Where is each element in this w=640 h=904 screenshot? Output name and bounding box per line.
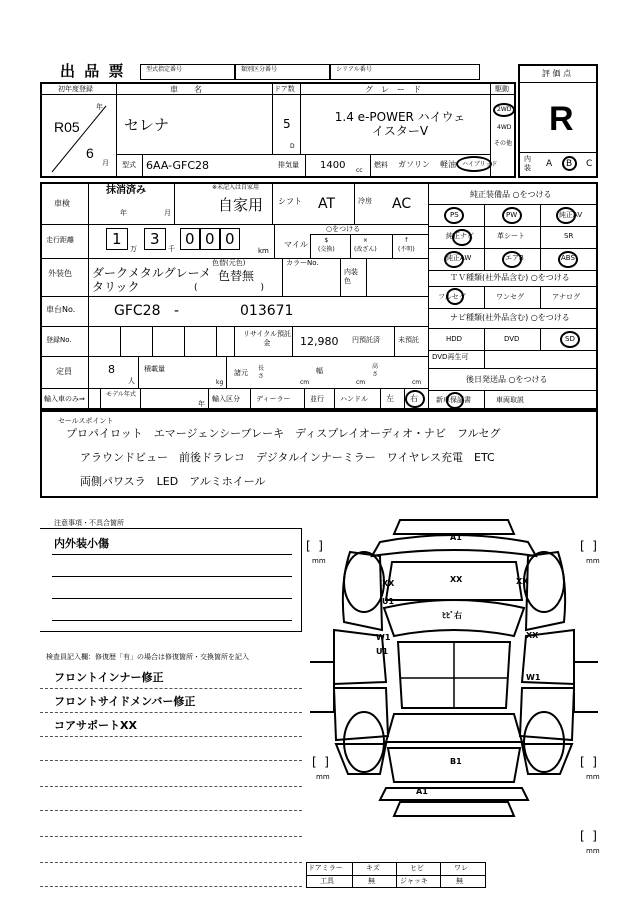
interior-a: A bbox=[546, 159, 553, 169]
interior-b-circle bbox=[562, 156, 577, 171]
ac-value: AC bbox=[392, 196, 412, 212]
later-title: 後日発送品 ○をつける bbox=[466, 375, 548, 384]
equip-airbag-circle bbox=[502, 251, 522, 268]
shaken-value: 抹消済み bbox=[106, 185, 146, 196]
swap-label: $ (交換) bbox=[318, 237, 335, 253]
equip-abs-circle bbox=[558, 251, 578, 268]
year-char: 年 bbox=[96, 103, 103, 111]
equip-ps-circle bbox=[444, 207, 464, 224]
height-label: 高さ bbox=[372, 363, 379, 378]
interior-label: 内装 bbox=[524, 155, 531, 172]
grade-value: 1.4 e-POWER ハイウェイスターV bbox=[334, 110, 466, 138]
mileage-label: 走行距離 bbox=[46, 236, 74, 244]
capacity-label: 定員 bbox=[56, 367, 72, 376]
diagram-mark: A1 bbox=[416, 787, 428, 796]
page-title: 出 品 票 bbox=[60, 62, 126, 80]
width-label: 幅 bbox=[316, 367, 323, 375]
fuel-diesel: 軽油 bbox=[440, 160, 456, 169]
doors-value: 5 bbox=[283, 117, 291, 131]
mm-bracket: [ ] bbox=[580, 829, 597, 843]
month-char: 月 bbox=[102, 159, 109, 167]
car-name: セレナ bbox=[124, 116, 170, 134]
unknown-label: f (不明) bbox=[398, 237, 415, 253]
shift-label: シフト bbox=[278, 197, 302, 206]
color-value: ダークメタルグレーメタリック bbox=[92, 266, 212, 294]
mm-label: mm bbox=[586, 847, 600, 855]
mile-label: マイル bbox=[284, 240, 308, 249]
mileage-digit: 0 bbox=[185, 230, 195, 248]
inspector-label: 検査員記入欄：修復歴「有」の場合は修復箇所・交換箇所を記入 bbox=[46, 653, 249, 661]
legend-cell: 工具 bbox=[320, 877, 334, 885]
color-orig-value: 色替無 bbox=[218, 269, 255, 283]
interior-c: C bbox=[586, 159, 593, 169]
score-value: R bbox=[549, 100, 574, 138]
serial-label: シリアル番号 bbox=[336, 66, 372, 73]
equip-leather: 革シート bbox=[497, 232, 525, 240]
equip-pw: PW bbox=[506, 211, 518, 219]
navi-sd-circle bbox=[560, 331, 580, 348]
handle-right-circle bbox=[405, 390, 425, 408]
legend-cell: キズ bbox=[366, 864, 380, 872]
drive-other: その他 bbox=[494, 140, 513, 147]
diagram-mark: XX bbox=[516, 577, 529, 586]
first-reg-year: R05 bbox=[54, 119, 80, 135]
shift-value: AT bbox=[318, 196, 336, 212]
recycle-unpaid: 未預託 bbox=[398, 336, 419, 344]
shaken-year-char: 年 bbox=[120, 209, 127, 217]
model-year-label: モデル年式 bbox=[106, 391, 136, 398]
chassis-label: 車台No. bbox=[46, 305, 76, 314]
cm-unit: cm bbox=[300, 379, 310, 386]
recycle-label: リサイクル預託金 bbox=[242, 330, 292, 347]
color-orig-paren: ( ) bbox=[194, 283, 265, 293]
chassis-number: 013671 bbox=[240, 303, 294, 319]
fuel-gasoline: ガソリン bbox=[398, 160, 430, 169]
equip-abs: ABS bbox=[561, 254, 575, 262]
navi-sd: SD bbox=[565, 335, 575, 343]
equip-sr: SR bbox=[564, 232, 574, 240]
dvd-play-label: DVD再生可 bbox=[432, 353, 469, 361]
cm-unit: cm bbox=[356, 379, 366, 386]
diagram-mark: A1 bbox=[450, 533, 462, 542]
model-year-nen: 年 bbox=[198, 400, 205, 408]
equip-title: 純正装備品 ○をつける bbox=[470, 190, 552, 199]
type-cert-label: 型式指定番号 bbox=[146, 66, 183, 73]
tamper-label: × (改ざん) bbox=[354, 237, 377, 253]
displacement-value: 1400 bbox=[320, 160, 346, 171]
kg-unit: kg bbox=[216, 379, 224, 386]
diagram-mark: W1 bbox=[376, 633, 391, 642]
tv-oneseg: ワンセグ bbox=[496, 293, 524, 301]
chassis-model: GFC28 bbox=[114, 303, 161, 319]
navi-dvd: DVD bbox=[504, 335, 520, 343]
diagram-mark: XX bbox=[450, 575, 463, 584]
legend-cell: ヒビ bbox=[410, 864, 424, 872]
drive-2wd: 2WD bbox=[497, 106, 512, 113]
inspector-item: コアサポートXX bbox=[54, 719, 137, 732]
model-value: 6AA-GFC28 bbox=[146, 159, 210, 172]
color-orig-label: 色替(元色) bbox=[212, 259, 246, 267]
recycle-paid: 円預託済 bbox=[352, 336, 380, 344]
import-label: 輸入車のみ⇒ bbox=[44, 395, 85, 403]
first-reg-month: 6 bbox=[86, 145, 94, 161]
inspector-item: フロントサイドメンバー修正 bbox=[54, 695, 196, 708]
tv-analog: アナログ bbox=[552, 293, 580, 301]
later-warranty-circle bbox=[446, 392, 464, 409]
drive-4wd: 4WD bbox=[497, 124, 512, 131]
legend-cell: ワレ bbox=[454, 864, 468, 872]
chassis-dash: - bbox=[174, 303, 180, 319]
fuel-hybrid-circle bbox=[456, 156, 492, 172]
mm-bracket: [ ] bbox=[306, 539, 323, 553]
first-reg-label: 初年度登録 bbox=[58, 85, 93, 93]
sales-line-2: アラウンドビュー 前後ドラレコ デジタルインナーミラー ワイヤレス充電 ETC bbox=[80, 451, 495, 464]
navi-title: ナビ種類(社外品含む) ○をつける bbox=[450, 313, 570, 322]
mm-bracket: [ ] bbox=[312, 755, 329, 769]
model-label: 型式 bbox=[122, 161, 136, 169]
usage-note: ※未記入は自家用 bbox=[212, 184, 260, 191]
man-char: 万 bbox=[130, 245, 137, 253]
equip-av: 純正AV bbox=[559, 211, 583, 219]
handle-left: 左 bbox=[386, 394, 394, 403]
navi-hdd: HDD bbox=[446, 335, 463, 343]
score-label: 評 価 点 bbox=[542, 69, 572, 78]
shaken-month-char: 月 bbox=[164, 209, 171, 217]
mm-bracket: [ ] bbox=[580, 755, 597, 769]
drive-label: 駆動 bbox=[495, 85, 509, 93]
category-label: 類別区分番号 bbox=[241, 66, 278, 73]
km-unit: km bbox=[258, 247, 269, 255]
interior-b: B bbox=[566, 159, 573, 169]
tv-fullseg: フルセグ bbox=[438, 293, 466, 301]
tv-title: ＴＶ種類(社外品含む) ○をつける bbox=[450, 273, 570, 282]
cc-unit: cc bbox=[356, 167, 363, 174]
equip-ps: PS bbox=[450, 211, 459, 219]
diagram-mark: XX bbox=[382, 579, 395, 588]
shaken-label: 車検 bbox=[54, 199, 70, 208]
sales-points-label: セールスポイント bbox=[58, 417, 114, 425]
mileage-digit: 1 bbox=[112, 230, 122, 248]
diagram-mark: U1 bbox=[376, 647, 389, 656]
equip-airbag: エアB bbox=[505, 254, 524, 262]
doors-d: D bbox=[290, 143, 295, 150]
diagram-mark: U1 bbox=[382, 597, 395, 606]
car-damage-diagram bbox=[300, 512, 600, 852]
legend-cell: 無 bbox=[368, 877, 375, 885]
displacement-label: 排気量 bbox=[278, 161, 299, 169]
doors-label: ドア数 bbox=[274, 85, 295, 93]
equip-aw: 純正AW bbox=[446, 254, 472, 262]
notes-line-1: 内外装小傷 bbox=[54, 537, 109, 550]
sen-char: 千 bbox=[168, 245, 175, 253]
mm-label: mm bbox=[586, 773, 600, 781]
int-color-label: 内装色 bbox=[344, 268, 358, 285]
meter-circle-note: ○をつける bbox=[326, 225, 361, 233]
handle-label: ハンドル bbox=[340, 395, 368, 403]
mm-label: mm bbox=[312, 557, 326, 565]
car-name-label: 車 名 bbox=[170, 85, 202, 94]
equip-navi-circle bbox=[452, 229, 472, 246]
handle-right: 右 bbox=[410, 394, 418, 403]
mm-label: mm bbox=[586, 557, 600, 565]
legend-cell: 無 bbox=[456, 877, 463, 885]
sales-line-1: プロパイロット エマージェンシーブレーキ ディスプレイオーディオ・ナビ フルセグ bbox=[66, 427, 501, 440]
later-warranty: 新車保証書 bbox=[436, 396, 471, 404]
equip-pw-circle bbox=[502, 207, 522, 224]
equip-av-circle bbox=[556, 207, 576, 224]
ac-label: 冷房 bbox=[358, 197, 372, 205]
diagram-mark: B1 bbox=[450, 757, 462, 766]
sales-line-3: 両側パワスラ LED アルミホイール bbox=[80, 475, 266, 488]
dims-label: 諸元 bbox=[234, 369, 248, 377]
notes-label: 注意事項・不具合箇所 bbox=[54, 519, 124, 527]
usage-value: 自家用 bbox=[218, 196, 264, 214]
diagram-mark: ﾋﾋﾞ右 bbox=[442, 611, 462, 620]
persons-unit: 人 bbox=[128, 377, 135, 385]
legend-cell: ドアミラー bbox=[308, 864, 343, 872]
equip-aw-circle bbox=[444, 251, 464, 268]
mileage-digit: 0 bbox=[225, 230, 235, 248]
color-label: 外装色 bbox=[48, 269, 72, 278]
color-no-label: カラーNo. bbox=[286, 259, 319, 267]
cm-unit: cm bbox=[412, 379, 422, 386]
mileage-digit: 0 bbox=[205, 230, 215, 248]
inspector-item: フロントインナー修正 bbox=[54, 671, 164, 684]
parallel-option: 並行 bbox=[310, 395, 324, 403]
later-manual: 車両取説 bbox=[496, 396, 524, 404]
drive-2wd-circle bbox=[493, 103, 515, 117]
load-label: 積載量 bbox=[144, 365, 165, 373]
import-cat-label: 輸入区分 bbox=[212, 395, 240, 403]
mm-bracket: [ ] bbox=[580, 539, 597, 553]
diagram-mark: W1 bbox=[526, 673, 541, 682]
equip-navi: 純正ナビ bbox=[446, 232, 474, 240]
length-label: 長さ bbox=[258, 365, 265, 380]
tv-fullseg-circle bbox=[446, 288, 464, 305]
mm-label: mm bbox=[316, 773, 330, 781]
grade-label: グ レ ー ド bbox=[365, 85, 421, 94]
capacity-value: 8 bbox=[108, 363, 115, 376]
fuel-label: 燃料 bbox=[374, 161, 388, 169]
mileage-digit: 3 bbox=[150, 230, 160, 248]
dealer-option: ディーラー bbox=[256, 395, 291, 403]
fuel-hybrid: ハイブリッド bbox=[462, 161, 498, 168]
reg-no-label: 登録No. bbox=[46, 336, 72, 344]
recycle-amount: 12,980 bbox=[300, 335, 339, 348]
legend-cell: ジャッキ bbox=[400, 877, 428, 885]
diagram-mark: XX bbox=[526, 631, 539, 640]
